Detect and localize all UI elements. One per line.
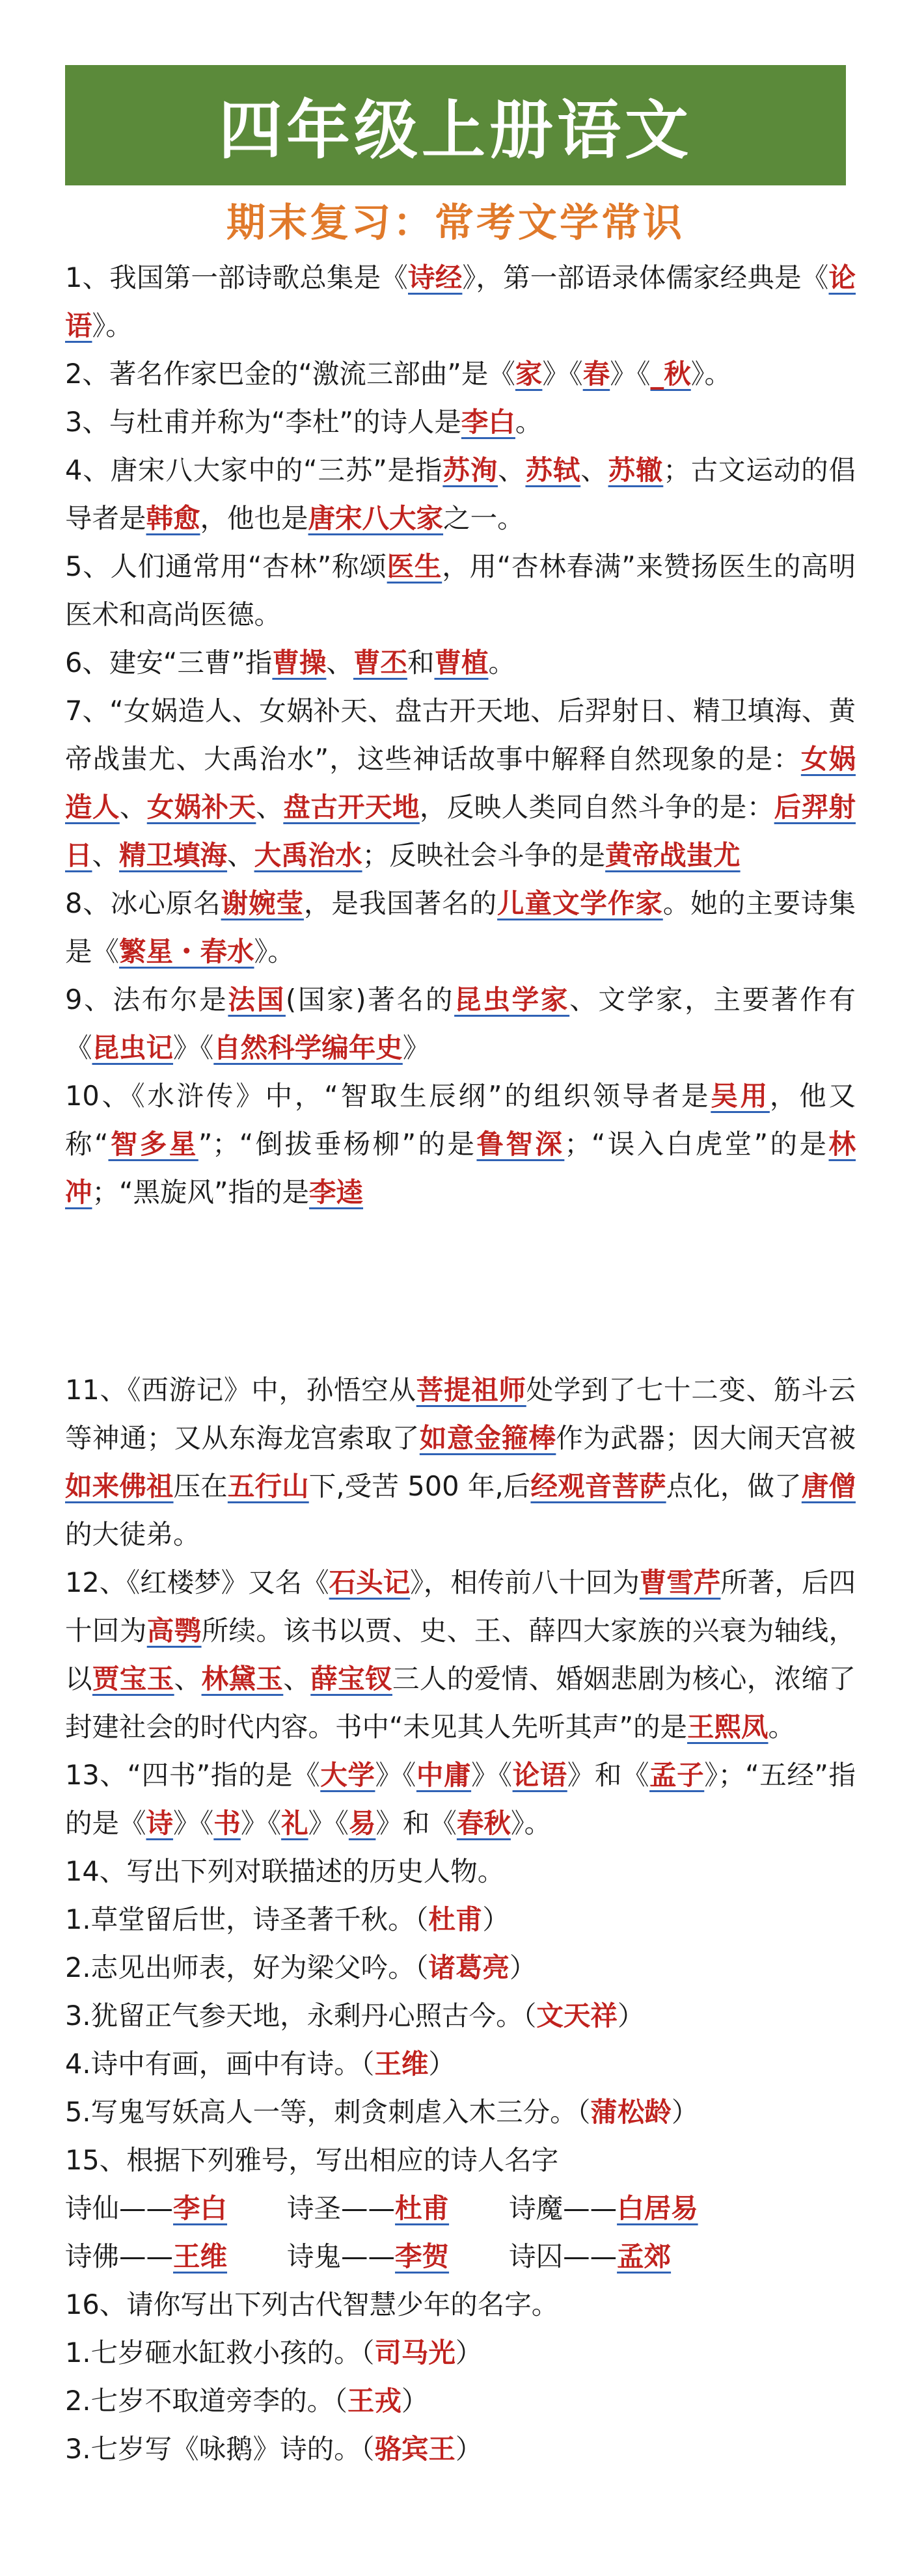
answer-text: 杜甫 — [395, 2192, 450, 2224]
question-text: ，他也是 — [200, 502, 308, 534]
answer-text: 高鹗 — [146, 1615, 202, 1646]
question-text: 16、请你写出下列古代智慧少年的名字。 — [65, 2288, 559, 2320]
question-text: 诗魔—— — [509, 2192, 618, 2224]
answer-text: 精卫填海 — [119, 839, 228, 871]
question-text: 、 — [227, 839, 254, 871]
answer-text: 易 — [348, 1807, 376, 1839]
answer-text: 薛宝钗 — [310, 1663, 392, 1695]
question-text: 1.草堂留后世，诗圣著千秋。（ — [65, 1903, 429, 1935]
answer-text: 礼 — [281, 1807, 308, 1839]
answer-text: 曹植 — [434, 647, 489, 678]
question-text: 。 — [488, 647, 515, 678]
answer-text: 自然科学编年史 — [213, 1032, 403, 1064]
question-text: 》和《 — [375, 1807, 457, 1839]
answer-text: _秋 — [650, 358, 691, 390]
question-text: ） — [455, 2433, 483, 2465]
question-item — [65, 398, 856, 446]
question-text: 、 — [498, 454, 526, 486]
answer-text: 如来佛祖 — [65, 1470, 174, 1502]
question-text: ；“黑旋风”指的是 — [92, 1176, 310, 1208]
answer-text: 林黛玉 — [201, 1663, 284, 1695]
question-text: ） — [509, 1952, 537, 1983]
question-text: 9、法布尔是 — [65, 984, 228, 1015]
answer-text: 吴用 — [711, 1080, 770, 1112]
question-text: 12、《红楼梦》又名《 — [65, 1566, 329, 1598]
answer-text: 如意金箍棒 — [419, 1422, 556, 1454]
question-text: 诗囚—— — [509, 2240, 618, 2272]
question-item — [65, 2184, 856, 2233]
question-text: 13、“四书”指的是《 — [65, 1759, 321, 1791]
answer-text: 苏辙 — [608, 454, 664, 486]
question-text: 3.七岁写《咏鹅》诗的。（ — [65, 2433, 375, 2465]
answer-text: 骆宾王 — [374, 2433, 456, 2465]
answer-text: 中庸 — [416, 1759, 472, 1791]
answer-text: 女娲造人 — [65, 743, 856, 823]
answer-text: 孟子 — [649, 1759, 705, 1791]
answer-text: 李白 — [461, 406, 515, 438]
answer-text: 论语 — [512, 1759, 567, 1791]
question-item — [65, 2281, 856, 2329]
answer-text: 王维 — [374, 2048, 429, 2080]
question-text: 、文学家，主要著作有《 — [65, 984, 856, 1064]
question-text: 》《 — [375, 1759, 416, 1791]
answer-text: 春秋 — [456, 1807, 511, 1839]
question-text: 5、人们通常用“杏林”称颂 — [65, 550, 387, 582]
answer-text: 医生 — [387, 550, 442, 582]
question-item — [65, 1366, 856, 1559]
question-item — [65, 2136, 856, 2184]
question-item — [65, 1992, 856, 2040]
answer-text: 盘古开天地 — [283, 791, 420, 823]
question-text: 三人的爱情、婚姻悲剧为核心，浓缩了封建社会的时代内容。书中“未见其人先听其声”的是 — [65, 1663, 856, 1743]
question-text: 8、冰心原名 — [65, 887, 221, 919]
answer-text: 春 — [582, 358, 610, 390]
answer-text: 唐僧 — [801, 1470, 856, 1502]
question-item — [65, 254, 856, 350]
question-text: 》。 — [510, 1807, 552, 1839]
question-item — [65, 1896, 856, 1944]
answer-text: 苏轼 — [525, 454, 581, 486]
question-text: ） — [482, 1903, 510, 1935]
question-text: 3.犹留正气参天地，永剩丹心照古今。（ — [65, 2000, 537, 2032]
question-text: 》；“五经”指的是《 — [65, 1759, 856, 1839]
answer-text: 黄帝战蚩尤 — [605, 839, 741, 871]
question-item — [65, 639, 856, 687]
answer-text: 繁星・春水 — [119, 935, 254, 967]
question-text: ） — [455, 2337, 483, 2368]
question-text: 之一。 — [443, 502, 524, 534]
question-text: 2.志见出师表，好为梁父吟。（ — [65, 1952, 429, 1983]
answer-text: 昆虫学家 — [454, 984, 570, 1015]
question-text: 》。 — [690, 358, 731, 390]
answer-text: 大学 — [320, 1759, 375, 1791]
question-text: 、 — [580, 454, 608, 486]
question-text: ） — [671, 2096, 699, 2128]
question-item — [65, 879, 856, 976]
page-subtitle: 期末复习：常考文学常识 — [226, 200, 685, 246]
answer-text: 孟郊 — [617, 2240, 672, 2272]
question-text: ”；“倒拔垂杨柳”的是 — [198, 1128, 477, 1160]
question-text: 15、根据下列雅号，写出相应的诗人名字 — [65, 2144, 559, 2176]
question-text: 14、写出下列对联描述的历史人物。 — [65, 1855, 505, 1887]
question-text: ，他又称“ — [65, 1080, 856, 1160]
question-text: 3、与杜甫并称为“李杜”的诗人是 — [65, 406, 461, 438]
question-text: ，反映人类同自然斗争的是： — [419, 791, 774, 823]
question-item — [65, 1559, 856, 1751]
question-text: 》，第一部语录体儒家经典是《 — [462, 262, 829, 293]
answer-text: 大禹治水 — [254, 839, 362, 871]
question-text: 》《 — [240, 1807, 282, 1839]
question-text: 、 — [283, 1663, 311, 1695]
answer-text: 曹雪芹 — [639, 1566, 721, 1598]
question-text: 作为武器；因大闹天宫被 — [556, 1422, 856, 1454]
question-text: 、 — [92, 839, 120, 871]
answer-text: 诗经 — [408, 262, 463, 293]
answer-text: 白居易 — [617, 2192, 698, 2224]
question-item — [65, 2377, 856, 2425]
question-text: 》，相传前八十回为 — [410, 1566, 640, 1598]
title-banner — [65, 65, 846, 185]
answer-text: 经观音菩萨 — [530, 1470, 666, 1502]
answer-text: 五行山 — [227, 1470, 309, 1502]
answer-text: 唐宋八大家 — [308, 502, 444, 534]
answer-text: 儿童文学作家 — [497, 887, 663, 919]
answer-text: 女娲补天 — [146, 791, 256, 823]
question-text: 所续。该书以贾、史、王、薛四大家族的兴衰为轴线，以 — [65, 1615, 856, 1695]
question-text: 》。 — [254, 935, 295, 967]
question-text: 所著，后四十回为 — [65, 1566, 856, 1646]
question-text: 。 — [768, 1711, 796, 1743]
question-text: 》《 — [542, 358, 583, 390]
question-item — [65, 687, 856, 879]
question-text: ） — [428, 2048, 456, 2080]
question-text: 点化，做了 — [666, 1470, 802, 1502]
question-text: 5.写鬼写妖高人一等，刺贪刺虐入木三分。（ — [65, 2096, 591, 2128]
answer-text: 司马光 — [374, 2337, 456, 2368]
question-text: ） — [401, 2385, 429, 2417]
question-text: 》。 — [92, 310, 133, 342]
question-text: 11、《西游记》中，孙悟空从 — [65, 1374, 416, 1406]
question-text: ；古文运动的倡导者是 — [65, 454, 856, 534]
answer-text: 苏洵 — [442, 454, 498, 486]
question-text: ，用“杏林春满”来赞扬医生的高明医术和高尚医德。 — [65, 550, 856, 630]
section-gap — [65, 1216, 856, 1366]
question-text: 、 — [256, 791, 284, 823]
answer-text: 菩提祖师 — [416, 1374, 526, 1406]
question-text: 、 — [174, 1663, 202, 1695]
question-item — [65, 2040, 856, 2088]
question-text: 1、我国第一部诗歌总集是《 — [65, 262, 409, 293]
question-text: 6、建安“三曹”指 — [65, 647, 273, 678]
question-item — [65, 976, 856, 1072]
answer-text: 昆虫记 — [92, 1032, 174, 1064]
question-text: 2.七岁不取道旁李的。（ — [65, 2385, 347, 2417]
answer-text: 王熙凤 — [687, 1711, 768, 1743]
question-text: 和 — [407, 647, 435, 678]
question-item — [65, 1072, 856, 1216]
question-text: 、 — [119, 791, 147, 823]
answer-text: 曹操 — [272, 647, 327, 678]
question-item — [65, 2088, 856, 2136]
question-text: 。她的主要诗集是《 — [65, 887, 856, 967]
answer-text: 诸葛亮 — [428, 1952, 510, 1983]
review-content — [65, 254, 856, 2473]
question-text: 4.诗中有画，画中有诗。（ — [65, 2048, 375, 2080]
answer-text: 论语 — [65, 262, 856, 342]
question-text: ；“误入白虎堂”的是 — [564, 1128, 829, 1160]
answer-text: 韩愈 — [146, 502, 200, 534]
question-text: 》《 — [471, 1759, 513, 1791]
question-text: 的大徒弟。 — [65, 1518, 200, 1550]
question-text: 处学到了七十二变、筋斗云等神通；又从东海龙宫索取了 — [65, 1374, 856, 1454]
answer-text: 书 — [213, 1807, 241, 1839]
question-text: ；反映社会斗争的是 — [362, 839, 606, 871]
question-text: 10、《水浒传》中，“智取生辰纲”的组织领导者是 — [65, 1080, 711, 1112]
answer-text: 鲁智深 — [476, 1128, 565, 1160]
question-text: 》 — [402, 1032, 430, 1064]
question-text: 诗圣—— — [287, 2192, 396, 2224]
question-item — [65, 350, 856, 398]
answer-text: 杜甫 — [428, 1903, 483, 1935]
question-text: ，是我国著名的 — [303, 887, 498, 919]
answer-text: 贾宝玉 — [92, 1663, 174, 1695]
answer-text: 林冲 — [65, 1128, 856, 1208]
answer-text: 文天祥 — [536, 2000, 618, 2032]
answer-text: 李逵 — [309, 1176, 364, 1208]
question-text: 诗佛—— — [65, 2240, 174, 2272]
question-text: 2、著名作家巴金的“激流三部曲”是《 — [65, 358, 515, 390]
question-text: ） — [617, 2000, 645, 2032]
question-item — [65, 1751, 856, 1847]
question-text: 诗鬼—— — [287, 2240, 396, 2272]
question-item — [65, 1944, 856, 1992]
question-text: (国家)著名的 — [285, 984, 455, 1015]
question-text: 4、唐宋八大家中的“三苏”是指 — [65, 454, 443, 486]
answer-text: 诗 — [146, 1807, 174, 1839]
answer-text: 蒲松龄 — [590, 2096, 672, 2128]
question-text: 》《 — [308, 1807, 349, 1839]
answer-text: 谢婉莹 — [221, 887, 304, 919]
answer-text: 李白 — [173, 2192, 228, 2224]
question-text: 诗仙—— — [65, 2192, 174, 2224]
answer-text: 王戎 — [347, 2385, 401, 2417]
question-item — [65, 2233, 856, 2281]
question-item — [65, 2425, 856, 2473]
question-item — [65, 1847, 856, 1896]
question-text: 。 — [515, 406, 543, 438]
answer-text: 石头记 — [329, 1566, 411, 1598]
answer-text: 后羿射日 — [65, 791, 856, 871]
question-text: 》和《 — [567, 1759, 650, 1791]
answer-text: 王维 — [173, 2240, 228, 2272]
answer-text: 法国 — [228, 984, 286, 1015]
question-item — [65, 543, 856, 639]
question-text: 1.七岁砸水缸救小孩的。（ — [65, 2337, 375, 2368]
answer-text: 曹丕 — [353, 647, 407, 678]
question-text: 》《 — [610, 358, 651, 390]
question-text: 压在 — [173, 1470, 228, 1502]
question-text: 》《 — [173, 1032, 214, 1064]
question-text: 》《 — [173, 1807, 214, 1839]
question-item — [65, 446, 856, 543]
answer-text: 家 — [515, 358, 543, 390]
answer-text: 智多星 — [108, 1128, 198, 1160]
page-title: 四年级上册语文 — [218, 94, 692, 168]
question-text: 下,受苦 500 年,后 — [308, 1470, 531, 1502]
question-text: 7、“女娲造人、女娲补天、盘古开天地、后羿射日、精卫填海、黄帝战蚩尤、大禹治水”，这些神话故事中解释自然现象的是： — [65, 695, 856, 775]
question-item — [65, 2329, 856, 2377]
answer-text: 李贺 — [395, 2240, 450, 2272]
question-text: 、 — [326, 647, 353, 678]
